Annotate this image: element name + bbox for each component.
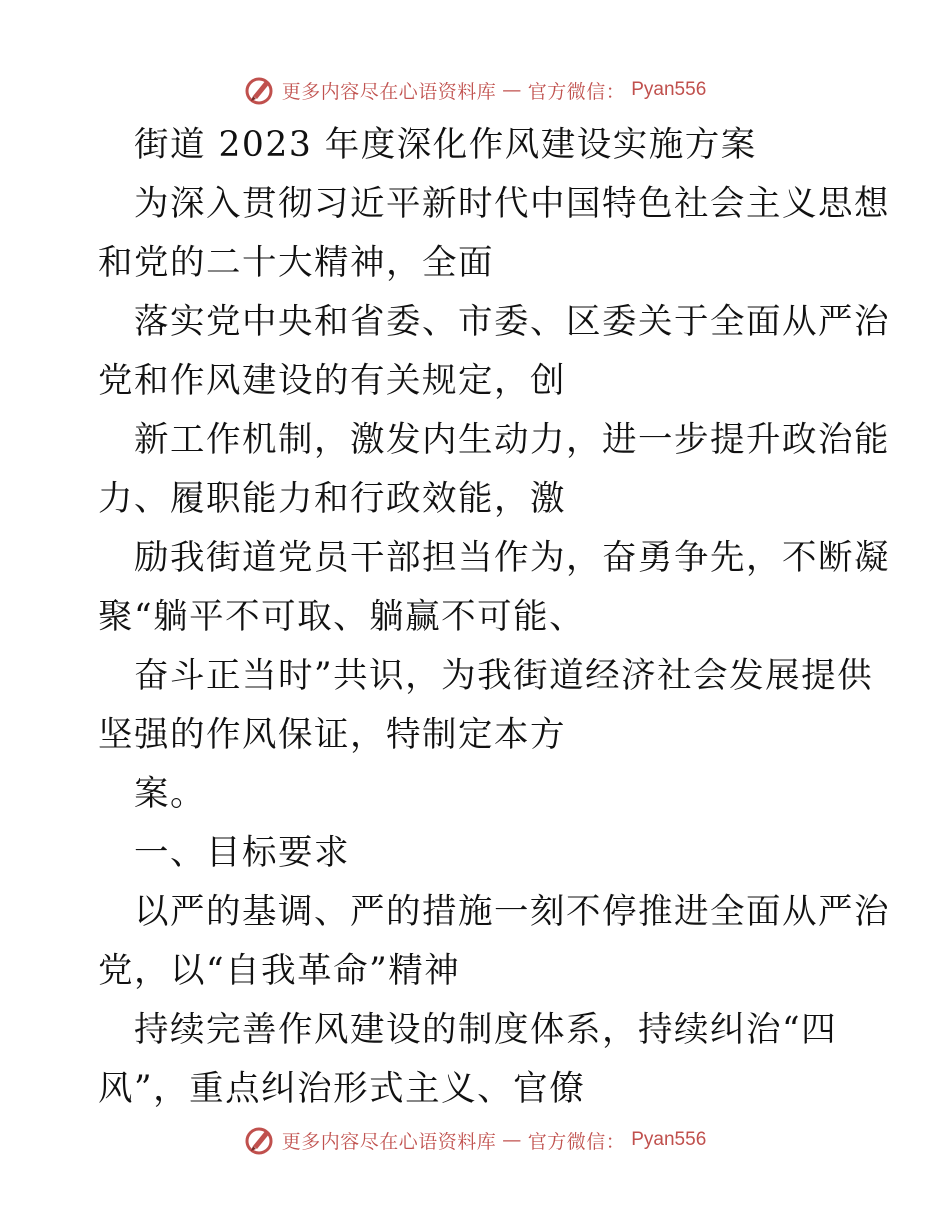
section-heading: 一、目标要求 — [134, 833, 350, 873]
paragraph-line: 奋斗正当时”共识，为我街道经济社会发展提供 — [134, 656, 874, 696]
watermark-separator: — — [502, 1129, 522, 1151]
watermark-separator: — — [502, 79, 522, 101]
paragraph-line: 聚“躺平不可取、躺赢不可能、 — [98, 597, 586, 637]
paragraph-line: 案。 — [134, 774, 206, 814]
paragraph-line: 落实党中央和省委、市委、区委关于全面从严治 — [134, 302, 890, 342]
watermark-footer — [0, 1120, 950, 1160]
paragraph-line: 坚强的作风保证，特制定本方 — [98, 715, 566, 755]
paragraph-line: 为深入贯彻习近平新时代中国特色社会主义思想 — [134, 184, 890, 224]
watermark-official-text: 官方微信： — [527, 1130, 626, 1153]
paragraph-line: 风”，重点纠治形式主义、官僚 — [98, 1069, 586, 1109]
watermark-brand-text: 更多内容尽在心语资料库 — [281, 1130, 497, 1153]
watermark-brand-text: 更多内容尽在心语资料库 — [281, 80, 497, 103]
watermark-wechat-id: Pyan556 — [631, 1129, 707, 1150]
paragraph-line: 励我街道党员干部担当作为，奋勇争先，不断凝 — [134, 538, 890, 578]
pen-logo-icon — [244, 1124, 276, 1156]
pen-logo-icon — [244, 74, 276, 106]
watermark-wechat-id: Pyan556 — [631, 79, 707, 100]
paragraph-line: 力、履职能力和行政效能，激 — [98, 479, 566, 519]
document-title: 街道 2023 年度深化作风建设实施方案 — [134, 125, 757, 165]
watermark-official-text: 官方微信： — [527, 80, 626, 103]
paragraph-line: 新工作机制，激发内生动力，进一步提升政治能 — [134, 420, 890, 460]
paragraph-line: 党和作风建设的有关规定，创 — [98, 361, 566, 401]
watermark-header — [0, 70, 950, 110]
paragraph-line: 党，以“自我革命”精神 — [98, 951, 461, 991]
paragraph-line: 持续完善作风建设的制度体系，持续纠治“四 — [134, 1010, 838, 1050]
paragraph-line: 和党的二十大精神，全面 — [98, 243, 494, 283]
paragraph-line: 以严的基调、严的措施一刻不停推进全面从严治 — [134, 892, 890, 932]
